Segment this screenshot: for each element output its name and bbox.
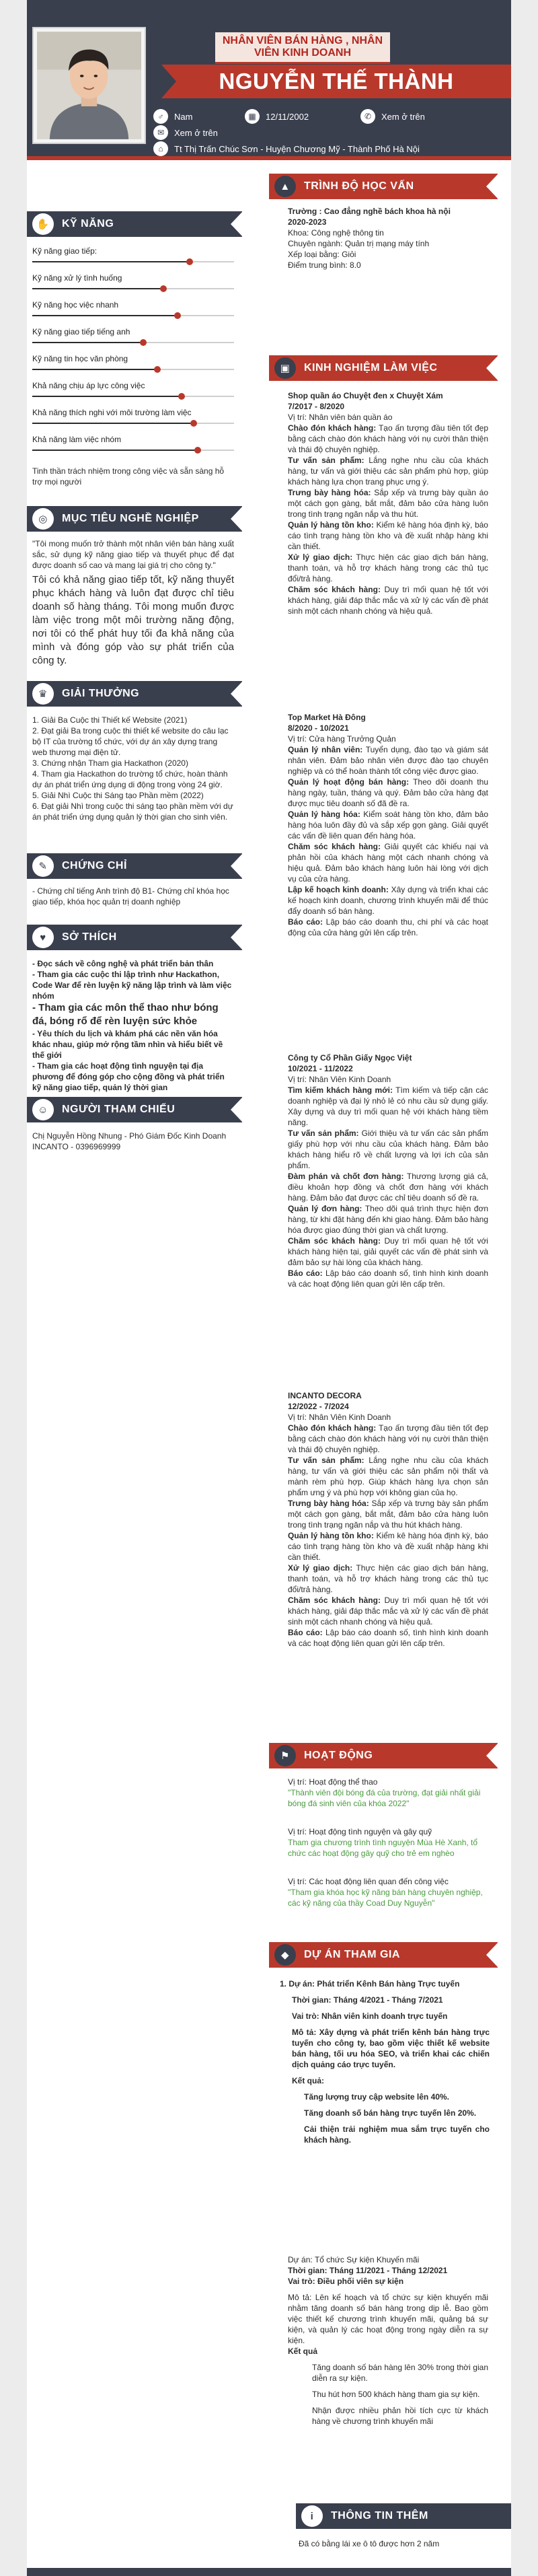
- job-role: Vị trí: Cửa hàng Trưởng Quản: [288, 734, 396, 744]
- job-role: Vị trí: Nhân Viên Kinh Doanh: [288, 1075, 391, 1084]
- job-company: Shop quần áo Chuyệt đen x Chuyệt Xám: [288, 391, 443, 400]
- job-duty: Quản lý hoạt động bán hàng: Theo dõi doanh thu hàng ngày, tuần, tháng và quý. Đảm bảo cửa hàng đạt được mục tiêu doanh số đã đề ra.: [288, 777, 488, 808]
- job-entry: [288, 1052, 488, 1289]
- skill-level-dot: [140, 339, 147, 346]
- skill-level-dot: [154, 366, 161, 373]
- skill-item: [32, 273, 234, 283]
- skill-label: Kỹ năng giao tiếp tiếng anh: [32, 327, 130, 336]
- awards-section-title: ♛ GIẢI THƯỞNG: [27, 681, 242, 707]
- skill-level-dot: [178, 393, 185, 400]
- birthday-row: [245, 109, 309, 124]
- email-row: [153, 125, 218, 140]
- skill-level-bar: [32, 450, 234, 451]
- skill-label: Kỹ năng học việc nhanh: [32, 300, 119, 310]
- education-block: [288, 206, 488, 271]
- skill-label: Khả năng chịu áp lực công việc: [32, 381, 145, 390]
- email-icon: ✉: [153, 125, 168, 140]
- project-result: Tăng doanh số bán hàng trực tuyến lên 20%.: [304, 2108, 477, 2118]
- award-item: 5. Giải Nhì Cuộc thi Sáng tạo Phần mềm (2022): [32, 791, 204, 800]
- education-major: Chuyên ngành: Quản trị mạng máy tính: [288, 239, 430, 248]
- job-duty: Xử lý giao dịch: Thực hiện các giao dịch bán hàng, thanh toán, và hỗ trợ khách hàng trong các thủ tục đổi/trả hàng.: [288, 552, 488, 583]
- activity-role: Vị trí: Các hoạt động liên quan đến công việc: [288, 1877, 449, 1886]
- job-title: NHÂN VIÊN BÁN HÀNG , NHÂN VIÊN KINH DOANH: [215, 32, 390, 64]
- hobbies-section-title: ♥ SỞ THÍCH: [27, 925, 242, 950]
- objective-section-title: ◎ MỤC TIÊU NGHỀ NGHIỆP: [27, 506, 242, 532]
- job-period: 8/2020 - 10/2021: [288, 723, 349, 733]
- project-result-label: Kết quả:: [292, 2076, 324, 2085]
- certificate-icon: ✎: [32, 855, 54, 877]
- activities-section-title: ⚑ HOẠT ĐỘNG: [269, 1743, 498, 1768]
- avatar-icon: [37, 32, 141, 139]
- email-value: Xem ở trên: [174, 127, 218, 138]
- project-desc: Mô tả: Xây dựng và phát triển kênh bán hàng trực tuyến cho công ty, bao gồm việc thiết kế website bán hàng, tối ưu hóa SEO, và triển khai các chiến dịch quảng cáo trực tuyến.: [292, 2028, 490, 2069]
- certificates-text: - Chứng chỉ tiếng Anh trình độ B1- Chứng chỉ khóa học giao tiếp, khóa học quản trị doanh nghiệp: [32, 886, 229, 906]
- hobby-item: - Tham gia các môn thể thao như bóng đá, bóng rổ để rèn luyện sức khỏe: [32, 1002, 219, 1027]
- project-result: Tăng lượng truy cập website lên 40%.: [304, 2092, 449, 2102]
- skill-level-bar: [32, 396, 234, 397]
- phone-icon: ✆: [360, 109, 375, 124]
- hobby-item: - Đọc sách về công nghệ và phát triển bản thân: [32, 959, 214, 968]
- project-role: Vai trò: Điều phối viên sự kiện: [288, 2277, 404, 2286]
- job-period: 12/2022 - 7/2024: [288, 1402, 349, 1411]
- job-duty: Lập kế hoạch kinh doanh: Xây dựng và triển khai các kế hoạch kinh doanh, chương trình khuyến mãi để thúc đẩy doanh số bán hàng.: [288, 885, 488, 916]
- job-duty: Xử lý giao dịch: Thực hiện các giao dịch bán hàng, thanh toán, và hỗ trợ khách hàng trong các thủ tục đổi/trả hàng.: [288, 1563, 488, 1594]
- experience-section-title: ▣ KINH NGHIỆM LÀM VIỆC: [269, 355, 498, 381]
- skill-level-dot: [190, 420, 197, 427]
- job-entry: [288, 390, 488, 616]
- job-duty: Chăm sóc khách hàng: Duy trì mối quan hệ tốt với khách hàng, giải đáp thắc mắc và xử lý các vấn đề phát sinh một cách nhanh chóng và hiệu quả.: [288, 585, 488, 616]
- project-result: Tăng doanh số bán hàng lên 30% trong thời gian diễn ra sự kiện.: [312, 2363, 488, 2383]
- project-result-label: Kết quả: [288, 2347, 318, 2356]
- info-icon: i: [301, 2505, 323, 2527]
- job-duty: Quản lý nhân viên: Tuyển dụng, đào tạo và giám sát nhân viên. Đảm bảo nhân viên được đào tạo chuyên nghiệp và có thể hoàn thành tốt công việc được giao.: [288, 745, 488, 776]
- graduation-cap-icon: ▲: [274, 176, 296, 197]
- award-item: 1. Giải Ba Cuộc thi Thiết kế Website (2021): [32, 715, 188, 725]
- education-faculty: Khoa: Công nghệ thông tin: [288, 228, 384, 238]
- skill-item: [32, 381, 234, 390]
- project-icon: ◆: [274, 1944, 296, 1966]
- footer-bar: [27, 2568, 511, 2576]
- job-entry: [288, 712, 488, 938]
- job-duty: Tư vấn sản phẩm: Lắng nghe nhu cầu của khách hàng, tư vấn và giới thiệu các sản phẩm nội thất và mành rèm phù hợp. Giúp khách hàng lựa chọn sản phẩm ưng ý và phù hợp với không gian của họ.: [288, 1456, 488, 1497]
- job-duty: Tìm kiếm khách hàng mới: Tìm kiếm và tiếp cận các doanh nghiệp và đại lý nhỏ lẻ có nhu cầu sử dụng giấy. Xây dựng và duy trì mối quan hệ với khách hàng tiềm năng.: [288, 1085, 489, 1127]
- award-item: 3. Chứng nhận Tham gia Hackathon (2020): [32, 758, 188, 768]
- people-icon: ☺: [32, 1099, 54, 1120]
- job-duty: Báo cáo: Lập báo cáo doanh số, tình hình kinh doanh và các hoạt động liên quan gửi lên cấp trên.: [288, 1628, 488, 1648]
- certificates-section-title: ✎ CHỨNG CHỈ: [27, 853, 242, 879]
- skill-level-dot: [194, 447, 201, 454]
- job-duty: Chăm sóc khách hàng: Duy trì mối quan hệ tốt với khách hàng, giải đáp thắc mắc và xử lý các vấn đề phát sinh một cách nhanh chóng và hiệu quả.: [288, 1596, 488, 1626]
- skill-level-dot: [174, 312, 181, 319]
- job-duty: Chăm sóc khách hàng: Giải quyết các khiếu nại và phản hồi của khách hàng một cách nhanh chóng và hiệu quả. Đảm bảo khách hàng luôn hài lòng với dịch vụ của cửa hàng.: [288, 842, 488, 884]
- running-icon: ⚑: [274, 1745, 296, 1766]
- job-duty: Quản lý hàng hóa: Kiểm soát hàng tồn kho, đảm bảo hàng hóa luôn đầy đủ và sắp xếp gọn gàng. Giải quyết các vấn đề liên quan đến hàng hóa.: [288, 810, 488, 840]
- skill-item: [32, 300, 234, 310]
- project-role: Vai trò: Nhân viên kinh doanh trực tuyến: [292, 2011, 448, 2021]
- skill-item: [32, 435, 234, 444]
- education-school: Trường : Cao đẳng nghề bách khoa hà nội: [288, 207, 451, 216]
- job-duty: Quản lý đơn hàng: Theo dõi quá trình thực hiện đơn hàng, từ khi đặt hàng đến khi giao hàng. Đảm bảo hàng hóa được giao đúng thời gian và chất lượng.: [288, 1204, 489, 1235]
- job-company: Công ty Cổ Phần Giấy Ngọc Việt: [288, 1053, 412, 1063]
- job-duty: Tư vấn sản phẩm: Lắng nghe nhu cầu của khách hàng, tư vấn và giới thiệu các sản phẩm phù hợp, giúp khách hàng lựa chọn trang phục ưng ý.: [288, 456, 488, 487]
- skill-level-dot: [160, 285, 167, 292]
- gender-value: Nam: [174, 111, 193, 122]
- skill-item: [32, 327, 234, 336]
- skill-level-bar: [32, 342, 234, 343]
- skill-item: [32, 408, 234, 417]
- trophy-icon: ♛: [32, 683, 54, 705]
- award-item: 2. Đạt giải Ba trong cuộc thi thiết kế website do câu lạc bộ IT của trường tổ chức, với dự án xây dựng trang web thương mại điện tử.: [32, 726, 229, 757]
- job-entry: [288, 1390, 488, 1649]
- job-duty: Tư vấn sản phẩm: Giới thiệu và tư vấn các sản phẩm giấy phù hợp với nhu cầu của khách hàng. Đảm bảo khách hàng hiểu rõ về chất lượng và lợi ích của sản phẩm.: [288, 1129, 488, 1170]
- location-icon: ⌂: [153, 141, 168, 156]
- job-duty: Trưng bày hàng hóa: Sắp xếp và trưng bày quần áo một cách gọn gàng, bắt mắt, đảm bảo cửa hàng luôn trong tình trạng ngăn nắp và thu hút.: [288, 488, 488, 519]
- extra-section-title: i THÔNG TIN THÊM: [296, 2503, 511, 2529]
- objective-body: Tôi có khả năng giao tiếp tốt, kỹ năng thuyết phục khách hàng và luôn đạt được chỉ tiêu doanh số hàng tháng. Tôi mong muốn được làm việc trong một môi trường năng động, nơi tôi có thể phát huy tối đa khả năng của mình và đóng góp vào sự phát triển của công ty.: [32, 574, 234, 666]
- project-name: Dự án: Tổ chức Sự kiện Khuyến mãi: [288, 2255, 420, 2264]
- skill-label: Kỹ năng giao tiếp:: [32, 246, 98, 256]
- skill-level-bar: [32, 288, 234, 289]
- job-duty: Chăm sóc khách hàng: Duy trì mối quan hệ tốt với khách hàng hiện tại, giải quyết các vấn đề phát sinh và đảm bảo sự hài lòng của khách hàng.: [288, 1236, 488, 1267]
- header: [27, 0, 511, 160]
- activity-desc: "Thành viên đội bóng đá của trường, đạt giải nhất giải bóng đá sinh viên của khóa 2022": [288, 1788, 481, 1808]
- skills-section-title: ✋ KỸ NĂNG: [27, 211, 242, 237]
- handshake-icon: ✋: [32, 213, 54, 235]
- address-row: [153, 141, 420, 156]
- project-entry: [280, 1978, 490, 2145]
- project-result: Nhận được nhiều phản hồi tích cực từ khách hàng về chương trình khuyến mãi: [312, 2406, 488, 2426]
- skill-label: Khả năng thích nghi với môi trường làm việc: [32, 408, 192, 417]
- skill-level-bar: [32, 423, 234, 424]
- job-duty: Đàm phán và chốt đơn hàng: Thương lượng giá cả, điều khoản hợp đồng và chốt đơn hàng với khách hàng. Đảm bảo đạt được các chỉ tiêu doanh số đề ra.: [288, 1172, 488, 1203]
- activity-role: Vị trí: Hoạt động tình nguyện và gây quỹ: [288, 1827, 432, 1836]
- skill-item: [32, 246, 234, 256]
- skill-label: Kỹ năng xử lý tình huống: [32, 273, 122, 283]
- job-duty: Chào đón khách hàng: Tạo ấn tượng đầu tiên tốt đẹp bằng cách chào đón khách hàng với nụ cười thân thiện và thái độ chuyên nghiệp.: [288, 1423, 488, 1454]
- skill-item: [32, 354, 234, 363]
- extra-text: Đã có bằng lái xe ô tô được hơn 2 năm: [299, 2539, 440, 2548]
- birthday-value: 12/11/2002: [266, 111, 309, 122]
- award-item: 6. Đạt giải Nhì trong cuộc thi sáng tạo phần mềm với dự án phát triển ứng dụng quản lý thời gian cho sinh viên.: [32, 801, 233, 822]
- project-time: Thời gian: Tháng 4/2021 - Tháng 7/2021: [292, 1995, 443, 2005]
- briefcase-icon: ▣: [274, 357, 296, 379]
- job-period: 10/2021 - 11/2022: [288, 1064, 353, 1073]
- job-company: Top Market Hà Đông: [288, 713, 366, 722]
- skill-label: Khả năng làm việc nhóm: [32, 435, 122, 444]
- skill-level-bar: [32, 369, 234, 370]
- phone-value: Xem ở trên: [381, 111, 425, 122]
- project-entry: [288, 2254, 488, 2427]
- skills-note: Tinh thần trách nhiệm trong công việc và sẵn sàng hỗ trợ mọi người: [32, 466, 225, 487]
- skill-level-bar: [32, 261, 234, 262]
- phone-row: [360, 109, 425, 124]
- job-period: 7/2017 - 8/2020: [288, 402, 345, 411]
- cv-page: [27, 0, 511, 2576]
- awards-list: [32, 715, 234, 822]
- calendar-icon: ▦: [245, 109, 260, 124]
- education-section-title: ▲ TRÌNH ĐỘ HỌC VẤN: [269, 174, 498, 199]
- project-result: Cải thiện trải nghiệm mua sắm trực tuyến cho khách hàng.: [304, 2124, 490, 2145]
- user-icon: ♂: [153, 109, 168, 124]
- references-section-title: ☺ NGƯỜI THAM CHIẾU: [27, 1097, 242, 1122]
- objective-quote: "Tôi mong muốn trở thành một nhân viên bán hàng xuất sắc, sử dụng kỹ năng giao tiếp và thuyết phục để đạt được doanh số cao và mang lại giá trị cho công ty.": [32, 539, 234, 570]
- project-desc: Mô tả: Lên kế hoạch và tổ chức sự kiện khuyến mãi nhằm tăng doanh số bán hàng trong dịp lễ. Bao gồm việc thiết kế chương trình khuyến mãi, quảng bá sự kiện, và quản lý các hoạt động trong ngày diễn ra sự kiện.: [288, 2293, 488, 2345]
- project-name: 1. Dự án: Phát triển Kênh Bán hàng Trực tuyến: [280, 1979, 460, 1989]
- activity-role: Vị trí: Hoạt động thể thao: [288, 1777, 378, 1787]
- name-bar: [161, 65, 511, 98]
- job-duty: Quản lý hàng tồn kho: Kiểm kê hàng hóa định kỳ, báo cáo tình trạng hàng tồn kho và đề xuất nhập hàng khi cần thiết.: [288, 1531, 488, 1562]
- job-duty: Trưng bày hàng hóa: Sắp xếp và trưng bày sản phẩm một cách gọn gàng, bắt mắt, đảm bảo cửa hàng luôn trong tình trạng ngăn nắp và thu hút khách hàng.: [288, 1499, 488, 1530]
- target-icon: ◎: [32, 508, 54, 530]
- hobbies-list: [32, 958, 234, 1093]
- references-text: [32, 1131, 234, 1152]
- project-time: Thời gian: Tháng 11/2021 - Tháng 12/2021: [288, 2266, 448, 2275]
- education-rank: Xếp loại bằng: Giỏi: [288, 250, 356, 259]
- award-item: 4. Tham gia Hackathon do trường tổ chức, hoàn thành dự án phát triển ứng dụng di động trong vòng 24 giờ.: [32, 769, 228, 789]
- heart-icon: ♥: [32, 927, 54, 948]
- job-duty: Báo cáo: Lập báo cáo doanh số, tình hình kinh doanh và các hoạt động liên quan gửi lên cấp trên.: [288, 1268, 488, 1289]
- address-value: Tt Thị Trấn Chúc Sơn - Huyện Chương Mỹ - Thành Phố Hà Nội: [174, 143, 420, 154]
- skill-label: Kỹ năng tin học văn phòng: [32, 354, 128, 363]
- project-result: Thu hút hơn 500 khách hàng tham gia sự kiện.: [312, 2390, 480, 2399]
- job-duty: Quản lý hàng tồn kho: Kiểm kê hàng hóa định kỳ, báo cáo tình trạng hàng tồn kho và đề xuất nhập hàng khi cần thiết.: [288, 520, 488, 551]
- hobby-item: - Yêu thích du lịch và khám phá các nền văn hóa khác nhau, giúp mở rộng tầm nhìn và hiểu biết về thế giới: [32, 1029, 223, 1060]
- education-period: 2020-2023: [288, 217, 327, 227]
- full-name: NGUYỄN THẾ THÀNH: [219, 69, 454, 94]
- hobby-item: - Tham gia các hoạt động tình nguyện tại địa phương để đóng góp cho cộng đồng và phát triển kỹ năng giao tiếp, quản lý thời gian: [32, 1061, 225, 1092]
- skill-level-dot: [186, 258, 193, 265]
- education-gpa: Điểm trung bình: 8.0: [288, 260, 361, 270]
- job-company: INCANTO DECORA: [288, 1391, 362, 1400]
- job-duty: Báo cáo: Lập báo cáo doanh thu, chi phí và các hoạt động của cửa hàng gửi lên cấp trên.: [288, 917, 488, 937]
- reference-line: Chị Nguyễn Hồng Nhung - Phó Giám Đốc Kinh Doanh: [32, 1131, 227, 1141]
- job-role: Vị trí: Nhân viên bán quần áo: [288, 413, 393, 422]
- hobby-item: - Tham gia các cuộc thi lập trình như Hackathon, Code War để rèn luyện kỹ năng lập trình và làm việc nhóm: [32, 970, 232, 1001]
- activities-list: [288, 1777, 488, 1908]
- projects-section-title: ◆ DỰ ÁN THAM GIA: [269, 1942, 498, 1968]
- job-duty: Chào đón khách hàng: Tạo ấn tượng đầu tiên tốt đẹp bằng cách chào đón khách hàng với nụ cười thân thiện và thái độ chuyên nghiệp.: [288, 423, 488, 454]
- profile-photo: [34, 28, 145, 143]
- skill-level-bar: [32, 315, 234, 316]
- activity-desc: Tham gia chương trình tình nguyện Mùa Hè Xanh, tổ chức các hoạt động gây quỹ cho trẻ em nghèo: [288, 1838, 478, 1858]
- reference-line: INCANTO - 0396969999: [32, 1142, 121, 1151]
- gender-row: [153, 109, 192, 124]
- job-role: Vị trí: Nhân Viên Kinh Doanh: [288, 1412, 391, 1422]
- activity-desc: "Tham gia khóa học kỹ năng bán hàng chuyên nghiệp, các kỹ năng của thầy Coad Duy Nguyễn": [288, 1888, 483, 1908]
